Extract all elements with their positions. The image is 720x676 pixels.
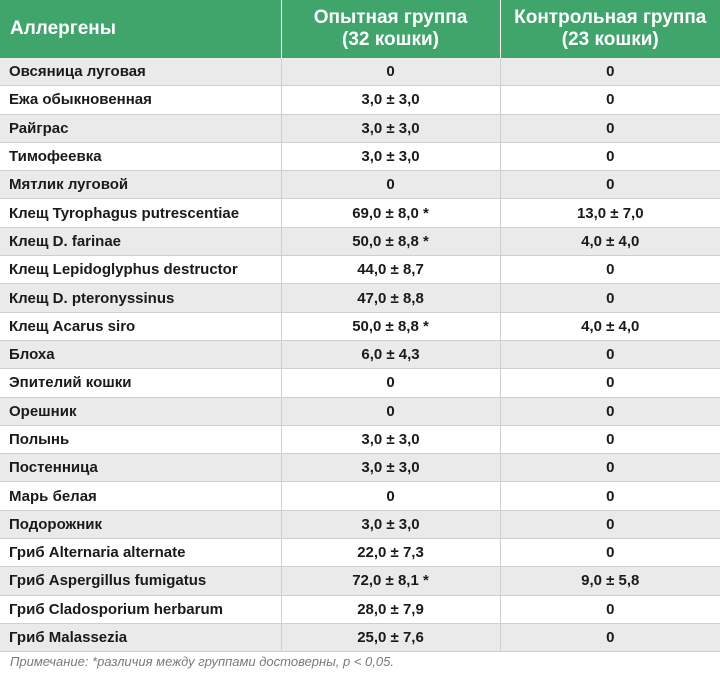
table-row — [0, 623, 720, 651]
table-row — [0, 171, 720, 199]
control-value-cell: 0 — [500, 623, 720, 651]
allergen-cell: Овсяница луговая — [0, 58, 281, 86]
header-control-group — [500, 0, 720, 58]
control-value-cell: 0 — [500, 171, 720, 199]
table-row — [0, 199, 720, 227]
control-value-cell: 4,0 ± 4,0 — [500, 312, 720, 340]
allergen-cell: Гриб Alternaria alternate — [0, 539, 281, 567]
table-row — [0, 312, 720, 340]
table-row — [0, 256, 720, 284]
allergen-cell: Мятлик луговой — [0, 171, 281, 199]
allergen-cell: Марь белая — [0, 482, 281, 510]
experimental-value-cell: 69,0 ± 8,0 * — [281, 199, 500, 227]
table-row — [0, 425, 720, 453]
allergen-cell: Гриб Cladosporium herbarum — [0, 595, 281, 623]
experimental-value-cell: 28,0 ± 7,9 — [281, 595, 500, 623]
header-allergens: Аллергены — [0, 0, 281, 58]
experimental-value-cell: 3,0 ± 3,0 — [281, 510, 500, 538]
experimental-value-cell: 25,0 ± 7,6 — [281, 623, 500, 651]
table-row — [0, 595, 720, 623]
table-row — [0, 454, 720, 482]
table-row — [0, 482, 720, 510]
control-value-cell: 0 — [500, 256, 720, 284]
allergen-cell: Подорожник — [0, 510, 281, 538]
control-value-cell: 0 — [500, 369, 720, 397]
experimental-value-cell: 0 — [281, 171, 500, 199]
header-control-count: (23 кошки) — [561, 29, 659, 50]
table-row — [0, 284, 720, 312]
allergen-cell: Эпителий кошки — [0, 369, 281, 397]
control-value-cell: 9,0 ± 5,8 — [500, 567, 720, 595]
allergen-cell: Постенница — [0, 454, 281, 482]
header-experimental-title: Опытная группа — [313, 7, 468, 28]
experimental-value-cell: 6,0 ± 4,3 — [281, 340, 500, 368]
table-footnote: Примечание: *различия между группами достоверны, p < 0,05. — [10, 654, 394, 669]
allergen-cell: Орешник — [0, 397, 281, 425]
table-row — [0, 142, 720, 170]
experimental-value-cell: 3,0 ± 3,0 — [281, 454, 500, 482]
experimental-value-cell: 44,0 ± 8,7 — [281, 256, 500, 284]
control-value-cell: 0 — [500, 482, 720, 510]
table-row — [0, 369, 720, 397]
control-value-cell: 0 — [500, 397, 720, 425]
table-row — [0, 227, 720, 255]
allergen-cell: Клещ D. pteronyssinus — [0, 284, 281, 312]
table-body — [0, 58, 720, 652]
control-value-cell: 0 — [500, 114, 720, 142]
experimental-value-cell: 22,0 ± 7,3 — [281, 539, 500, 567]
allergen-cell: Клещ Tyrophagus putrescentiae — [0, 199, 281, 227]
experimental-value-cell: 50,0 ± 8,8 * — [281, 227, 500, 255]
experimental-value-cell: 0 — [281, 482, 500, 510]
header-row — [0, 0, 720, 58]
allergen-cell: Блоха — [0, 340, 281, 368]
experimental-value-cell: 72,0 ± 8,1 * — [281, 567, 500, 595]
allergen-cell: Тимофеевка — [0, 142, 281, 170]
table-row — [0, 114, 720, 142]
table-row — [0, 58, 720, 86]
control-value-cell: 0 — [500, 595, 720, 623]
allergen-cell: Райграс — [0, 114, 281, 142]
header-experimental-count: (32 кошки) — [342, 29, 439, 50]
table-header — [0, 0, 720, 58]
control-value-cell: 0 — [500, 340, 720, 368]
experimental-value-cell: 3,0 ± 3,0 — [281, 86, 500, 114]
control-value-cell: 0 — [500, 539, 720, 567]
header-control-title: Контрольная группа — [514, 7, 707, 28]
table-row — [0, 510, 720, 538]
experimental-value-cell: 0 — [281, 58, 500, 86]
control-value-cell: 0 — [500, 58, 720, 86]
control-value-cell: 0 — [500, 454, 720, 482]
control-value-cell: 4,0 ± 4,0 — [500, 227, 720, 255]
experimental-value-cell: 47,0 ± 8,8 — [281, 284, 500, 312]
allergen-cell: Гриб Aspergillus fumigatus — [0, 567, 281, 595]
experimental-value-cell: 3,0 ± 3,0 — [281, 114, 500, 142]
allergen-cell: Клещ Acarus siro — [0, 312, 281, 340]
control-value-cell: 0 — [500, 284, 720, 312]
header-experimental-group — [281, 0, 500, 58]
experimental-value-cell: 3,0 ± 3,0 — [281, 425, 500, 453]
control-value-cell: 0 — [500, 86, 720, 114]
table-row — [0, 86, 720, 114]
experimental-value-cell: 50,0 ± 8,8 * — [281, 312, 500, 340]
allergen-cell: Гриб Malassezia — [0, 623, 281, 651]
control-value-cell: 0 — [500, 425, 720, 453]
table-row — [0, 539, 720, 567]
control-value-cell: 13,0 ± 7,0 — [500, 199, 720, 227]
experimental-value-cell: 3,0 ± 3,0 — [281, 142, 500, 170]
allergen-cell: Клещ Lepidoglyphus destructor — [0, 256, 281, 284]
table-row — [0, 567, 720, 595]
allergen-cell: Полынь — [0, 425, 281, 453]
table-row — [0, 340, 720, 368]
table-row — [0, 397, 720, 425]
allergen-cell: Клещ D. farinae — [0, 227, 281, 255]
experimental-value-cell: 0 — [281, 397, 500, 425]
allergen-cell: Ежа обыкновенная — [0, 86, 281, 114]
experimental-value-cell: 0 — [281, 369, 500, 397]
control-value-cell: 0 — [500, 510, 720, 538]
control-value-cell: 0 — [500, 142, 720, 170]
